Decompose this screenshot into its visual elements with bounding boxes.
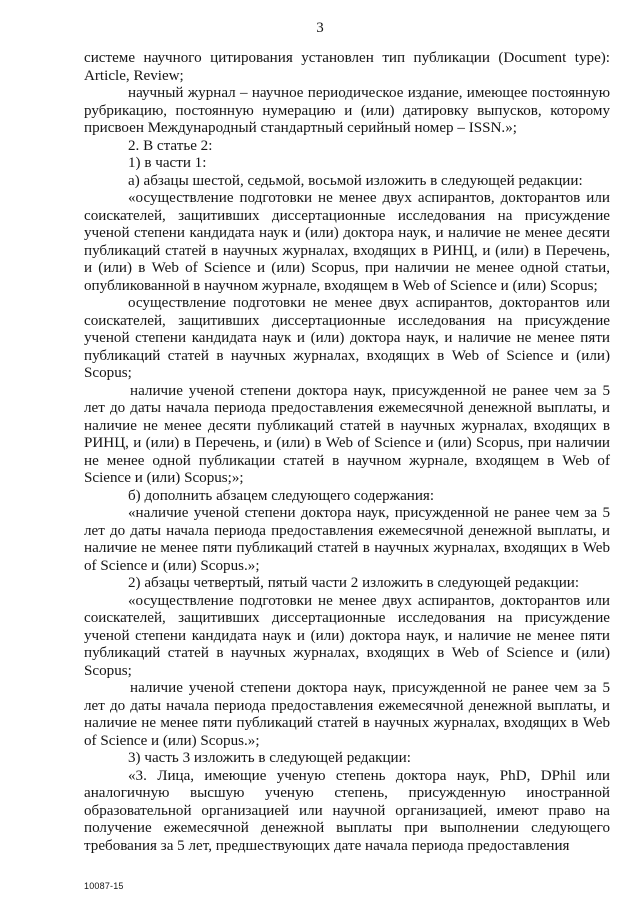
paragraph: а) абзацы шестой, седьмой, восьмой изложить в следующей редакции: xyxy=(128,172,583,189)
page-number: 3 xyxy=(316,20,324,36)
paragraph: системе научного цитирования установлен тип публикации (Document type): Article, Review; xyxy=(84,50,610,84)
paragraph: 1) в части 1: xyxy=(128,155,207,171)
paragraph: «осуществление подготовки не менее двух аспирантов, докторантов или соискателей, защитивших диссертационные исследования на присуждение ученой степени кандидата наук и (или) доктора наук, и наличие не менее пяти публикаций статей в научных журналах, входящих в Web of Science и (или) Scopus; xyxy=(84,592,610,679)
paragraph: осуществление подготовки не менее двух аспирантов, докторантов или соискателей, защитивших диссертационные исследования на присуждение ученой степени кандидата наук и (или) доктора наук, и наличие не менее пяти публикаций статей в научных журналах, входящих в Web of Science и (или) Scopus; xyxy=(84,295,610,381)
paragraph: «наличие ученой степени доктора наук, присужденной не ранее чем за 5 лет до даты начала периода предоставления ежемесячной денежной выплаты, и наличие не менее пяти публикаций статей в научных журналах, входящих в Web of Science и (или) Scopus.»; xyxy=(84,505,610,574)
paragraph: «3. Лица, имеющие ученую степень доктора наук, PhD, DPhil или аналогичную высшую ученую степень, присужденную иностранной образовательной организацией или научной организацией, имеют право на получение ежемесячной денежной выплаты при выполнении следующего требования за 5 лет, предшествующих дате начала периода предоставления xyxy=(84,767,610,854)
document-body xyxy=(84,50,610,855)
paragraph: 2. В статье 2: xyxy=(128,137,213,154)
paragraph: 3) часть 3 изложить в следующей редакции: xyxy=(128,750,411,766)
paragraph: наличие ученой степени доктора наук, присужденной не ранее чем за 5 лет до даты начала периода предоставления ежемесячной денежной выплаты, и наличие не менее пяти публикаций статей в научных журналах, входящих в Web of Science и (или) Scopus.»; xyxy=(84,680,610,749)
paragraph: 2) абзацы четвертый, пятый части 2 изложить в следующей редакции: xyxy=(128,575,580,591)
document-code: 10087-15 xyxy=(84,881,124,891)
paragraph: «осуществление подготовки не менее двух аспирантов, докторантов или соискателей, защитивших диссертационные исследования на присуждение ученой степени кандидата наук и (или) доктора наук, и наличие не менее десяти публикаций статей в научных журналах, входящих в РИНЦ, и (или) в Перечень, и (или) в Web of Science и (или) Scopus, при наличии не менее одной статьи, опубликованной в научном журнале, входящем в Web of Science и (или) Scopus; xyxy=(84,190,610,294)
paragraph: б) дополнить абзацем следующего содержания: xyxy=(128,487,435,504)
paragraph: наличие ученой степени доктора наук, присужденной не ранее чем за 5 лет до даты начала периода предоставления ежемесячной денежной выплаты, и наличие не менее десяти публикаций статей в научных журналах, входящих в РИНЦ, и (или) в Перечень, и (или) в Web of Science и (или) Scopus, при наличии не менее одной публикации статей в научном журнале, входящем в Web of Science и (или) Scopus;»; xyxy=(84,382,610,486)
paragraph: научный журнал – научное периодическое издание, имеющее постоянную рубрикацию, постоянную нумерацию и (или) датировку выпусков, которому присвоен Международный стандартный серийный номер – ISSN.»; xyxy=(84,85,610,136)
